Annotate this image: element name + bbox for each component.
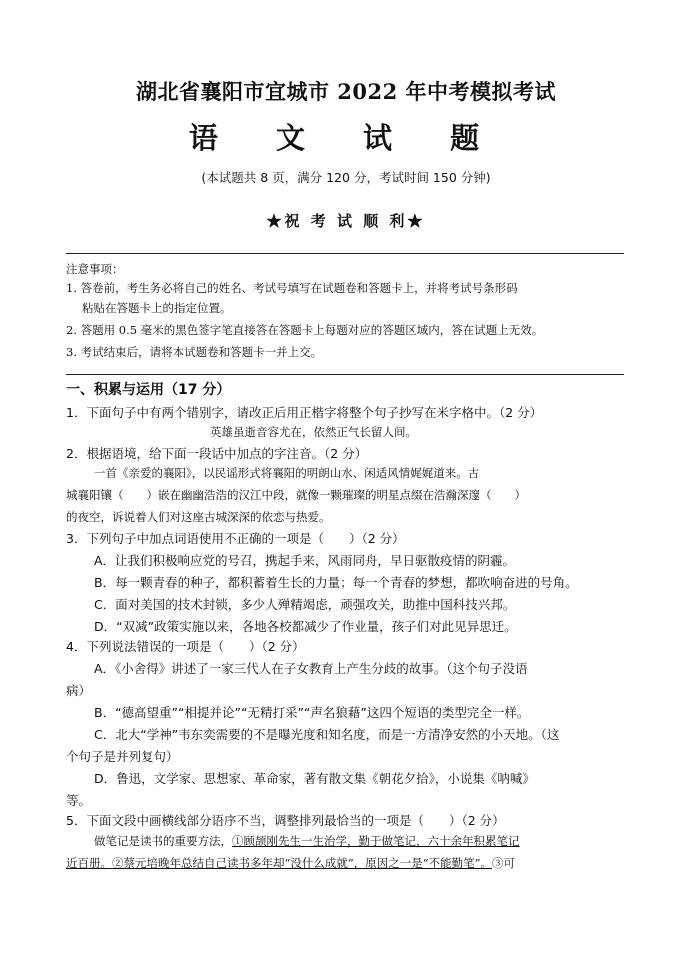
question-4-option-a-line1: A．《小舍得》讲述了一家三代人在子女教育上产生分歧的故事。（这个句子没语 (94, 661, 528, 676)
question-4-option-a-line2: 病） (66, 683, 92, 698)
question-2-para-1: 一首《亲爱的襄阳》，以民谣形式将襄阳的明朗山水、闲适风情娓娓道来。古 (94, 466, 480, 480)
subject-title: 语 文 试 题 (188, 121, 504, 155)
question-4-option-c-line2: 个句子是并列复句） (66, 749, 179, 764)
question-2-para-2: 城襄阳镶（ ）嵌在幽幽浩浩的汉江中段，就像一颗璀璨的明星点缀在浩瀚深邃（ ） (66, 488, 526, 502)
question-5-para-1 (94, 833, 626, 849)
question-2-para-3: 的夜空，诉说着人们对这座古城深深的依恋与热爱。 (66, 510, 331, 524)
question-1-sentence: 英雄虽逝音容尤在，依然正气长留人间。 (210, 425, 417, 439)
notice-item-2: 2. 答题用 0.5 毫米的黑色签字笔直接答在答题卡上每题对应的答题区域内，答在试题上无效。 (66, 323, 544, 337)
question-5-para-1-lead: 做笔记是读书的重要方法， (94, 834, 232, 848)
question-5-para-1-underlined: ①顾颉刚先生一生治学，勤于做笔记，六十余年积累笔记 (232, 834, 520, 848)
question-4-option-d-line2: 等。 (66, 793, 92, 808)
question-5-para-2-underlined: 近百册。②蔡元培晚年总结自己读书多年却“没什么成就”，原因之一是“不能勤笔”。 (66, 856, 493, 870)
good-luck-line: ★祝 考 试 顺 利★ (266, 212, 426, 230)
question-1: 1．下面句子中有两个错别字，请改正后用正楷字将整个句子抄写在米字格中。（2 分） (66, 405, 543, 420)
question-3-option-c: C．面对美国的技术封锁，多少人殚精竭虑，顽强攻关，助推中国科技兴邦。 (94, 597, 516, 612)
question-3-option-a: A．让我们积极响应党的号召，携起手来，风雨同舟，早日驱散疫情的阴霾。 (94, 553, 516, 568)
notice-item-3: 3. 考试结束后，请将本试题卷和答题卡一并上交。 (66, 345, 323, 359)
question-4-option-c-line1: C．北大“学神”韦东奕需要的不是曝光度和知名度，而是一方清净安然的小天地。（这 (94, 727, 560, 742)
notice-heading: 注意事项： (66, 262, 124, 276)
question-2: 2．根据语境，给下面一段话中加点的字注音。（2 分） (66, 446, 368, 461)
notice-item-1a: 1. 答卷前，考生务必将自己的姓名、考试号填写在试题卷和答题卡上，并将考试号条形码 (66, 281, 518, 295)
question-3-option-d: D．“双减”政策实施以来，各地各校都减少了作业量，孩子们对此见异思迁。 (94, 619, 517, 634)
divider-top (66, 253, 624, 254)
question-3: 3．下列句子中加点词语使用不正确的一项是（ ）（2 分） (66, 531, 405, 546)
question-5-para-2-tail: ③可 (492, 856, 516, 870)
section-heading: 一、积累与运用（17 分） (66, 382, 231, 398)
divider-bottom (66, 374, 624, 375)
exam-title: 湖北省襄阳市宜城市 2022 年中考模拟考试 (135, 79, 557, 104)
question-5: 5．下面文段中画横线部分语序不当，调整排列最恰当的一项是（ ）（2 分） (66, 813, 505, 828)
notice-item-1b: 粘贴在答题卡上的指定位置。 (82, 301, 232, 315)
question-4: 4．下列说法错误的一项是（ ）（2 分） (66, 639, 305, 654)
question-3-option-b: B．每一颗青春的种子，都积蓄着生长的力量；每一个青春的梦想，都吹响奋进的号角。 (94, 575, 578, 590)
question-4-option-d-line1: D．鲁迅，文学家、思想家、革命家，著有散文集《朝花夕拾》，小说集《呐喊》 (94, 771, 535, 786)
question-4-option-b: B．“德高望重”“相提并论”“无精打采”“声名狼藉”这四个短语的类型完全一样。 (94, 705, 530, 720)
question-5-para-2 (66, 855, 626, 871)
exam-info: (本试题共 8 页，满分 120 分，考试时间 150 分钟) (201, 170, 491, 185)
